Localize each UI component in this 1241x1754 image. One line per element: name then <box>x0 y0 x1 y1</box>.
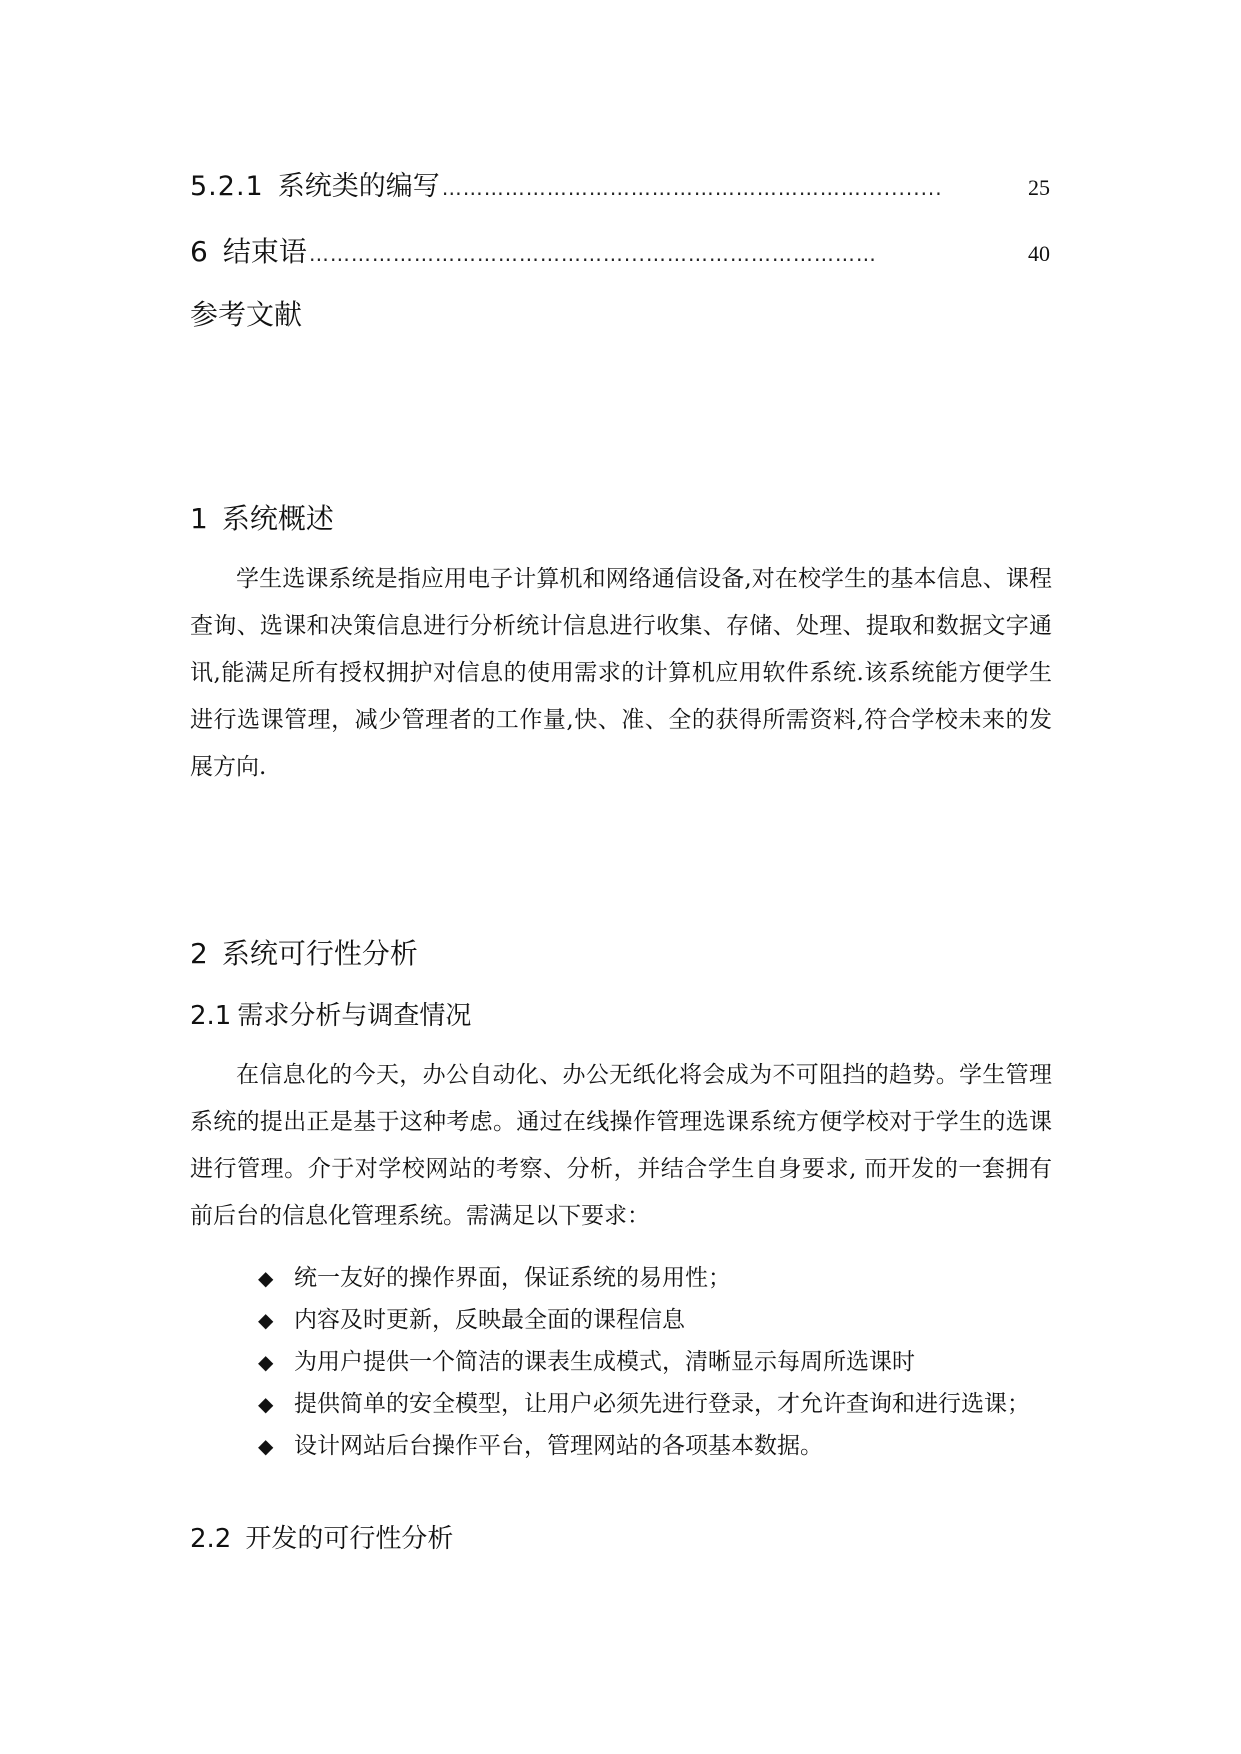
diamond-bullet-icon: ◆ <box>258 1350 274 1374</box>
subsection-heading-2-2 <box>190 1518 453 1555</box>
section-number: 1 <box>190 502 208 535</box>
section-heading-2 <box>190 932 418 972</box>
list-item <box>258 1257 1058 1299</box>
subsection-number: 2.1 <box>190 1001 232 1031</box>
list-item-text: 为用户提供一个简洁的课表生成模式，清晰显示每周所选课时 <box>294 1349 915 1375</box>
subsection-title: 开发的可行性分析 <box>245 1524 454 1554</box>
subsection-number: 2.2 <box>190 1524 232 1554</box>
subsection-title: 需求分析与调查情况 <box>237 1001 472 1031</box>
diamond-bullet-icon: ◆ <box>258 1308 274 1332</box>
list-item-text: 内容及时更新，反映最全面的课程信息 <box>294 1307 685 1333</box>
toc-leader-dots: ………………………………………...…………………………… <box>308 242 877 266</box>
section-number: 2 <box>190 937 208 970</box>
section-title: 系统概述 <box>221 502 334 535</box>
toc-page-number: 25 <box>1028 175 1050 200</box>
list-item <box>258 1341 1058 1383</box>
toc-leader-dots: ……………………………………………………........... <box>441 176 943 200</box>
diamond-bullet-icon: ◆ <box>258 1434 274 1458</box>
list-item-text: 提供简单的安全模型，让用户必须先进行登录，才允许查询和进行选课； <box>294 1391 1030 1417</box>
toc-entry-title: 结束语 <box>222 235 307 268</box>
section-title: 系统可行性分析 <box>221 937 418 970</box>
toc-entry-references[interactable]: 参考文献 <box>190 298 303 331</box>
list-item <box>258 1425 1058 1467</box>
section-2-1-paragraph: 在信息化的今天，办公自动化、办公无纸化将会成为不可阻挡的趋势。学生管理系统的提出正是基于这种考虑。通过在线操作管理选课系统方便学校对于学生的选课进行管理。介于对学校网站的考察、分析，并结合学生自身要求, 而开发的一套拥有前后台的信息化管理系统。需满足以下要求： <box>190 1062 1052 1229</box>
section-heading-1 <box>190 497 334 537</box>
section-1-paragraph: 学生选课系统是指应用电子计算机和网络通信设备,对在校学生的基本信息、课程查询、选课和决策信息进行分析统计信息进行收集、存储、处理、提取和数据文字通讯,能满足所有授权拥护对信息的使用需求的计算机应用软件系统.该系统能方便学生进行选课管理，减少管理者的工作量,快、准、全的获得所需资料,符合学校未来的发展方向. <box>190 566 1052 780</box>
requirements-list <box>258 1257 1058 1467</box>
list-item-text: 设计网站后台操作平台，管理网站的各项基本数据。 <box>294 1433 823 1459</box>
toc-entry-5-2-1[interactable] <box>190 164 1050 203</box>
list-item-text: 统一友好的操作界面，保证系统的易用性； <box>294 1265 731 1291</box>
toc-entry-number: 5.2.1 <box>190 171 264 202</box>
toc-entry-6[interactable] <box>190 230 1050 270</box>
toc-page-number: 40 <box>1028 241 1050 266</box>
diamond-bullet-icon: ◆ <box>258 1392 274 1416</box>
list-item <box>258 1299 1058 1341</box>
toc-entry-title: 系统类的编写 <box>277 171 440 202</box>
list-item <box>258 1383 1058 1425</box>
subsection-heading-2-1 <box>190 995 471 1032</box>
toc-entry-number: 6 <box>190 235 209 268</box>
diamond-bullet-icon: ◆ <box>258 1266 274 1290</box>
